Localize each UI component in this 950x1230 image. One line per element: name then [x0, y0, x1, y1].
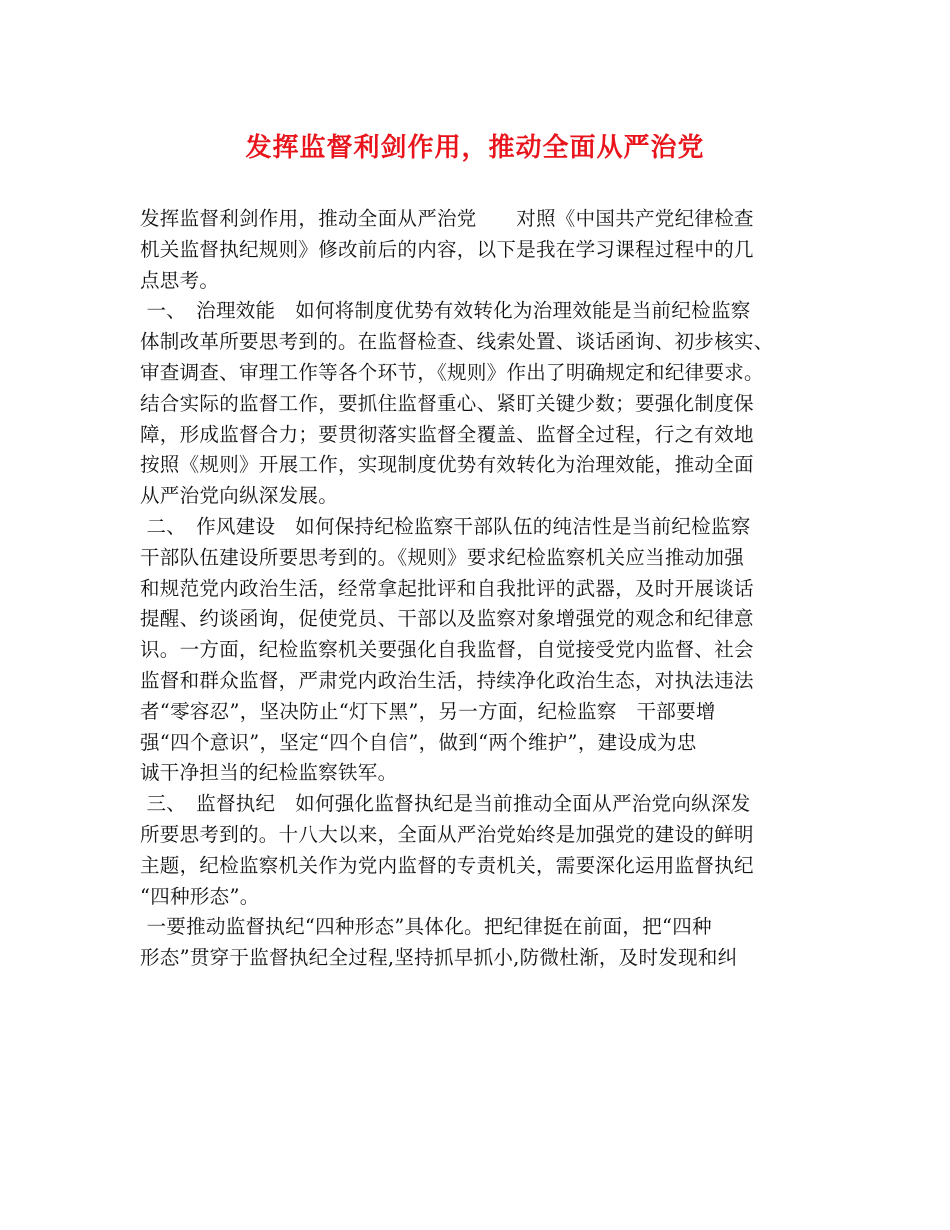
text-line: 障，形成监督合力；要贯彻落实监督全覆盖、监督全过程，行之有效地	[140, 422, 754, 446]
text-line: 三、 监督执纪 如何强化监督执纪是当前推动全面从严治党向纵深发	[140, 792, 751, 816]
text-line: “四种形态”。	[140, 884, 260, 908]
text-line: 机关监督执纪规则》修改前后的内容，以下是我在学习课程过程中的几	[140, 237, 754, 261]
text-line: 所要思考到的。十八大以来，全面从严治党始终是加强党的建设的鲜明	[140, 822, 754, 846]
text-line: 发挥监督利剑作用，推动全面从严治党 对照《中国共产党纪律检查	[140, 207, 754, 230]
text-line: 二、 作风建设 如何保持纪检监察干部队伍的纯洁性是当前纪检监察	[140, 514, 751, 538]
text-line: 干部队伍建设所要思考到的。《规则》要求纪检监察机关应当推动加强	[140, 545, 745, 569]
text-line: 审查调查、审理工作等各个环节，《规则》作出了明确规定和纪律要求。	[140, 360, 764, 384]
text-line: 强“四个意识”，坚定“四个自信”，做到“两个维护”，建设成为忠	[140, 730, 697, 754]
text-line: 主题，纪检监察机关作为党内监督的专责机关，需要深化运用监督执纪	[140, 853, 754, 877]
text-line: 按照《规则》开展工作，实现制度优势有效转化为治理效能，推动全面	[140, 453, 754, 477]
document-title: 发挥监督利剑作用，推动全面从严治党	[245, 133, 705, 163]
text-line: 和规范党内政治生活，经常拿起批评和自我批评的武器，及时开展谈话	[140, 576, 754, 600]
text-line: 提醒、约谈函询，促使党员、干部以及监察对象增强党的观念和纪律意	[140, 607, 754, 631]
text-line: 监督和群众监督，严肃党内政治生活，持续净化政治生态，对执法违法	[140, 668, 754, 692]
document-body	[140, 204, 820, 974]
text-line: 识。一方面，纪检监察机关要强化自我监督，自觉接受党内监督、社会	[140, 638, 754, 662]
text-line: 一、 治理效能 如何将制度优势有效转化为治理效能是当前纪检监察	[140, 299, 751, 323]
text-line: 诚干净担当的纪检监察铁军。	[140, 761, 398, 785]
text-line: 结合实际的监督工作，要抓住监督重心、紧盯关键少数；要强化制度保	[140, 391, 754, 415]
text-line: 点思考。	[140, 268, 220, 292]
text-line: 者“零容忍”，坚决防止“灯下黑”，另一方面，纪检监察 干部要增	[140, 699, 716, 723]
text-line: 从严治党向纵深发展。	[140, 484, 339, 508]
text-line: 体制改革所要思考到的。在监督检查、线索处置、谈话函询、初步核实、	[140, 330, 774, 354]
text-line: 一要推动监督执纪“四种形态”具体化。把纪律挺在前面，把“四种	[140, 915, 712, 939]
text-line: 形态”贯穿于监督执纪全过程,坚持抓早抓小,防微杜渐，及时发现和纠	[140, 946, 738, 970]
